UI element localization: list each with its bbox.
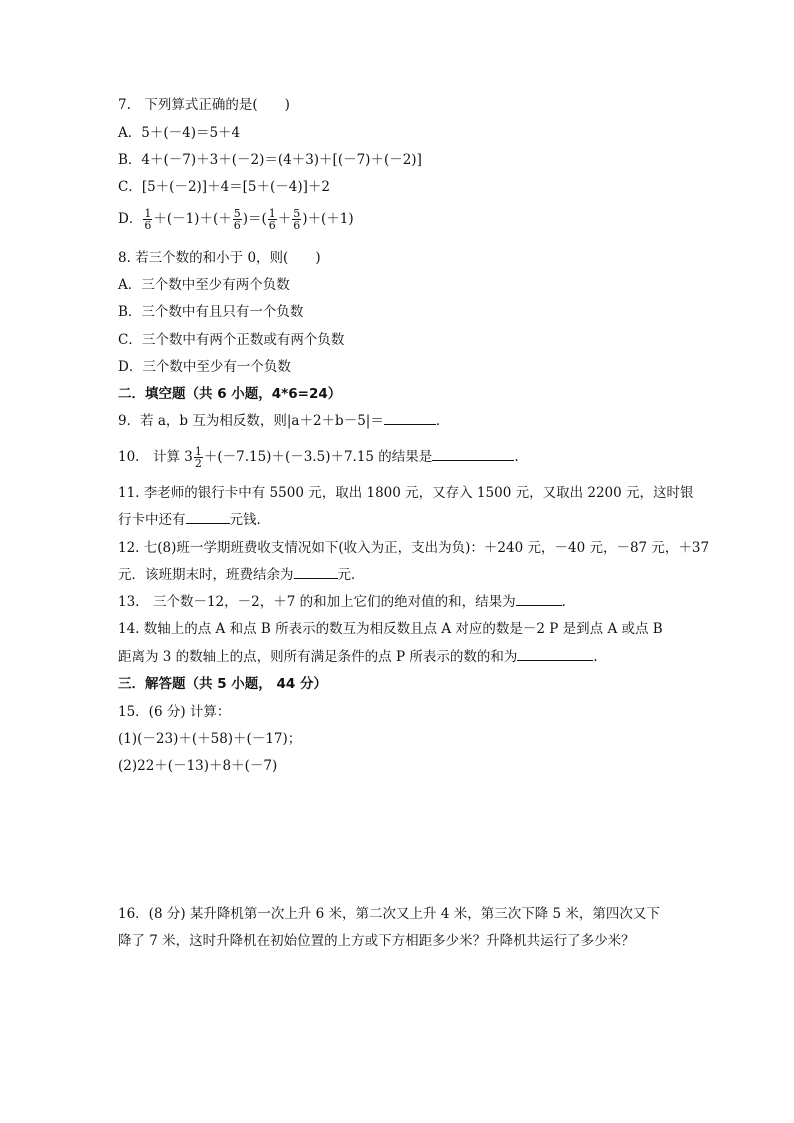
fraction-five-sixth-2: $\frac{5}{6}$: [293, 207, 301, 232]
fraction-one-half: $\frac{1}{2}$: [194, 445, 202, 470]
q12-line2: 元．该班期末时，班费结余为 元．: [118, 567, 365, 583]
q7-option-a: A．5＋(－4)＝5＋4: [118, 125, 241, 141]
q8-option-d: D．三个数中至少有一个负数: [118, 359, 291, 375]
q9: 9．若 a，b 互为相反数，则|a＋2＋b－5|＝ ．: [118, 413, 450, 429]
q12-line1: 12. 七(8)班一学期班费收支情况如下(收入为正，支出为负)：＋240 元，－40 元，－87 元，＋37: [118, 540, 710, 556]
fraction-one-sixth: $\frac{1}{6}$: [144, 207, 152, 232]
answer-blank[interactable]: [432, 448, 514, 461]
section-fill-blank-heading: 二．填空题（共 6 小题，4*6=24）: [118, 386, 342, 402]
q8-option-c: C．三个数中有两个正数或有两个负数: [118, 332, 345, 348]
q15-part2: (2)22＋(－13)＋8＋(－7): [118, 758, 278, 774]
answer-blank[interactable]: [294, 566, 338, 579]
q7-d-prefix: D．: [118, 211, 143, 227]
q14-line2: 距离为 3 的数轴上的点，则所有满足条件的点 P 所表示的数的和为 .: [118, 649, 598, 665]
q8-option-b: B．三个数中有且只有一个负数: [118, 304, 304, 320]
q13: 13. 三个数－12，－2，＋7 的和加上它们的绝对值的和，结果为 ．: [118, 594, 576, 610]
q7-option-c: C．[5＋(－2)]＋4＝[5＋(－4)]＋2: [118, 179, 330, 195]
q15-stem: 15．(6 分) 计算：: [118, 704, 231, 720]
q7-option-d: D． $\frac{1}{6}$ ＋(－1)＋(＋ $\frac{5}{6}$ )＝( $\frac{1}{6}$ ＋ $\frac{5}{6}$ )＋(＋1): [118, 207, 354, 232]
q11-line2: 行卡中还有 元钱．: [118, 512, 270, 528]
q7-option-b: B．4＋(－7)＋3＋(－2)＝(4＋3)＋[(－7)＋(－2)]: [118, 152, 422, 168]
q16-line2: 降了 7 米，这时升降机在初始位置的上方或下方相距多少米？升降机共运行了多少米？: [118, 933, 635, 949]
answer-blank[interactable]: [516, 593, 562, 606]
answer-blank[interactable]: [186, 511, 230, 524]
q14-line1: 14. 数轴上的点 A 和点 B 所表示的数互为相反数且点 A 对应的数是－2 P 是到点 A 或点 B: [118, 621, 663, 637]
answer-blank[interactable]: [384, 412, 436, 425]
fraction-one-sixth-2: $\frac{1}{6}$: [268, 207, 276, 232]
answer-blank[interactable]: [517, 648, 593, 661]
fraction-five-sixth: $\frac{5}{6}$: [233, 207, 241, 232]
q8-stem: 8. 若三个数的和小于 0，则( ): [118, 250, 321, 266]
q7-stem: 7. 下列算式正确的是( ): [118, 97, 290, 113]
q10: 10. 计算 3 $\frac{1}{2}$ ＋(－7.15)＋(－3.5)＋7.15 的结果是 .: [118, 445, 519, 470]
section-solve-heading: 三．解答题（共 5 小题， 44 分）: [118, 676, 327, 692]
q8-option-a: A．三个数中至少有两个负数: [118, 277, 290, 293]
q15-part1: (1)(－23)＋(＋58)＋(－17)；: [118, 731, 302, 747]
q16-line1: 16．(8 分) 某升降机第一次上升 6 米，第二次又上升 4 米，第三次下降 5 米，第四次又下: [118, 906, 660, 922]
q11-line1: 11. 李老师的银行卡中有 5500 元，取出 1800 元，又存入 1500 元，又取出 2200 元，这时银: [118, 485, 694, 501]
